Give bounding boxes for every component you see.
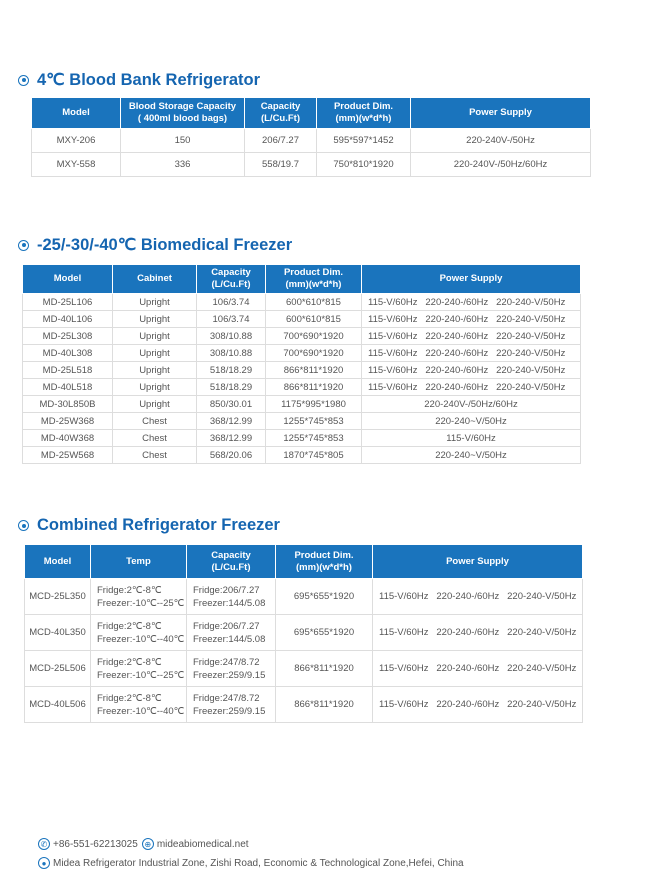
table-cell: MD-25W568 <box>23 447 113 464</box>
table-cell: MD-25L308 <box>23 328 113 345</box>
table-cell: Upright <box>113 345 197 362</box>
table-cell: 695*655*1920 <box>276 615 373 651</box>
table-cell: MCD-25L506 <box>25 651 91 687</box>
table-cell: 695*655*1920 <box>276 579 373 615</box>
column-header: Model <box>32 98 121 129</box>
table-cell: MXY-558 <box>32 153 121 177</box>
address-text: Midea Refrigerator Industrial Zone, Zishi Road, Economic & Technological Zone,Hefei, China <box>53 857 464 869</box>
table-cell: Fridge:206/7.27 Freezer:144/5.08 <box>187 615 276 651</box>
table-cell: Upright <box>113 379 197 396</box>
table-cell: 220-240V-/50Hz/60Hz <box>362 396 581 413</box>
table-cell: 1255*745*853 <box>266 413 362 430</box>
table-cell: Fridge:247/8.72 Freezer:259/9.15 <box>187 687 276 723</box>
footer-contact <box>38 838 249 850</box>
table-cell: MXY-206 <box>32 129 121 153</box>
table-row <box>23 396 581 413</box>
section-title-biomedical-freezer <box>18 235 292 255</box>
table-row <box>23 447 581 464</box>
table-row <box>25 615 583 651</box>
table-cell: 106/3.74 <box>197 311 266 328</box>
table-cell: 700*690*1920 <box>266 345 362 362</box>
column-header: Product Dim. (mm)(w*d*h) <box>266 265 362 294</box>
table-cell: 106/3.74 <box>197 294 266 311</box>
blood-bank-table <box>31 97 591 177</box>
table-cell: 115-V/60Hz 220-240-/60Hz 220-240-V/50Hz <box>373 579 583 615</box>
table-cell: Upright <box>113 328 197 345</box>
table-row <box>23 294 581 311</box>
table-cell: 368/12.99 <box>197 413 266 430</box>
footer-address <box>38 857 464 869</box>
table-cell: MD-40L106 <box>23 311 113 328</box>
table-row <box>23 345 581 362</box>
table-cell: 220-240V-/50Hz <box>411 129 591 153</box>
table-cell: MD-25L106 <box>23 294 113 311</box>
table-row <box>23 362 581 379</box>
table-row <box>32 129 591 153</box>
table-cell: Chest <box>113 447 197 464</box>
table-cell: MD-40W368 <box>23 430 113 447</box>
table-cell: Fridge:2℃-8℃ Freezer:-10℃--25℃ <box>91 651 187 687</box>
table-cell: 115-V/60Hz 220-240-/60Hz 220-240-V/50Hz <box>362 311 581 328</box>
bullet-icon <box>18 520 29 531</box>
column-header: Temp <box>91 545 187 579</box>
table-cell: MCD-40L506 <box>25 687 91 723</box>
table-cell: Upright <box>113 362 197 379</box>
table-cell: 700*690*1920 <box>266 328 362 345</box>
column-header: Blood Storage Capacity ( 400ml blood bags) <box>121 98 245 129</box>
table-cell: 308/10.88 <box>197 328 266 345</box>
table-cell: MD-25L518 <box>23 362 113 379</box>
column-header: Product Dim. (mm)(w*d*h) <box>276 545 373 579</box>
table-cell: Upright <box>113 396 197 413</box>
column-header: Power Supply <box>373 545 583 579</box>
location-pin-icon: ● <box>38 857 50 869</box>
website-link[interactable]: mideabiomedical.net <box>156 838 249 850</box>
table-cell: 115-V/60Hz 220-240-/60Hz 220-240-V/50Hz <box>362 345 581 362</box>
table-cell: 600*610*815 <box>266 294 362 311</box>
table-cell: 558/19.7 <box>245 153 317 177</box>
table-cell: MD-40L308 <box>23 345 113 362</box>
table-cell: Chest <box>113 430 197 447</box>
bullet-icon <box>18 75 29 86</box>
column-header: Capacity (L/Cu.Ft) <box>245 98 317 129</box>
title-text: -25/-30/-40℃ Biomedical Freezer <box>37 236 293 254</box>
biomedical-freezer-table <box>22 264 581 464</box>
table-row <box>23 413 581 430</box>
table-cell: 600*610*815 <box>266 311 362 328</box>
table-cell: 518/18.29 <box>197 362 266 379</box>
table-cell: 220-240V-/50Hz/60Hz <box>411 153 591 177</box>
table-cell: 115-V/60Hz 220-240-/60Hz 220-240-V/50Hz <box>362 328 581 345</box>
table-cell: MCD-40L350 <box>25 615 91 651</box>
column-header: Power Supply <box>411 98 591 129</box>
table-cell: 220-240~V/50Hz <box>362 447 581 464</box>
table-cell: 308/10.88 <box>197 345 266 362</box>
table-cell: 866*811*1920 <box>276 651 373 687</box>
table-row <box>25 579 583 615</box>
table-row <box>23 311 581 328</box>
section-title-combined <box>18 516 280 535</box>
table-cell: 115-V/60Hz 220-240-/60Hz 220-240-V/50Hz <box>362 294 581 311</box>
table-cell: Upright <box>113 311 197 328</box>
table-row <box>23 328 581 345</box>
table-cell: 115-V/60Hz <box>362 430 581 447</box>
phone-icon: ✆ <box>38 838 50 850</box>
title-text: Combined Refrigerator Freezer <box>37 516 280 534</box>
column-header: Model <box>25 545 91 579</box>
table-cell: 866*811*1920 <box>266 362 362 379</box>
table-cell: Upright <box>113 294 197 311</box>
table-cell: 850/30.01 <box>197 396 266 413</box>
table-row <box>23 379 581 396</box>
table-cell: Fridge:247/8.72 Freezer:259/9.15 <box>187 651 276 687</box>
column-header: Cabinet <box>113 265 197 294</box>
table-cell: 220-240~V/50Hz <box>362 413 581 430</box>
table-row <box>25 687 583 723</box>
column-header: Model <box>23 265 113 294</box>
table-cell: Fridge:2℃-8℃ Freezer:-10℃--40℃ <box>91 687 187 723</box>
table-cell: 1175*995*1980 <box>266 396 362 413</box>
section-title-blood-bank <box>18 70 260 90</box>
column-header: Capacity (L/Cu.Ft) <box>187 545 276 579</box>
table-cell: 115-V/60Hz 220-240-/60Hz 220-240-V/50Hz <box>373 615 583 651</box>
table-cell: 750*810*1920 <box>317 153 411 177</box>
table-row <box>23 430 581 447</box>
table-cell: Fridge:2℃-8℃ Freezer:-10℃--25℃ <box>91 579 187 615</box>
table-cell: 1255*745*853 <box>266 430 362 447</box>
table-cell: 206/7.27 <box>245 129 317 153</box>
table-cell: 1870*745*805 <box>266 447 362 464</box>
table-cell: 568/20.06 <box>197 447 266 464</box>
table-cell: MD-40L518 <box>23 379 113 396</box>
table-cell: 150 <box>121 129 245 153</box>
column-header: Power Supply <box>362 265 581 294</box>
table-cell: 368/12.99 <box>197 430 266 447</box>
table-row <box>32 153 591 177</box>
table-row <box>25 651 583 687</box>
table-cell: 336 <box>121 153 245 177</box>
table-cell: 595*597*1452 <box>317 129 411 153</box>
bullet-icon <box>18 240 29 251</box>
column-header: Product Dim. (mm)(w*d*h) <box>317 98 411 129</box>
table-cell: 115-V/60Hz 220-240-/60Hz 220-240-V/50Hz <box>362 362 581 379</box>
table-cell: 866*811*1920 <box>266 379 362 396</box>
table-cell: 518/18.29 <box>197 379 266 396</box>
combined-table <box>24 544 583 723</box>
globe-icon: ⊕ <box>142 838 154 850</box>
table-cell: MD-30L850B <box>23 396 113 413</box>
table-cell: Fridge:2℃-8℃ Freezer:-10℃--40℃ <box>91 615 187 651</box>
column-header: Capacity (L/Cu.Ft) <box>197 265 266 294</box>
table-cell: 115-V/60Hz 220-240-/60Hz 220-240-V/50Hz <box>373 687 583 723</box>
title-text: 4℃ Blood Bank Refrigerator <box>37 71 260 89</box>
table-cell: Fridge:206/7.27 Freezer:144/5.08 <box>187 579 276 615</box>
table-cell: Chest <box>113 413 197 430</box>
table-cell: MCD-25L350 <box>25 579 91 615</box>
phone-number: +86-551-62213025 <box>53 838 138 850</box>
table-cell: 115-V/60Hz 220-240-/60Hz 220-240-V/50Hz <box>362 379 581 396</box>
table-cell: 115-V/60Hz 220-240-/60Hz 220-240-V/50Hz <box>373 651 583 687</box>
table-cell: 866*811*1920 <box>276 687 373 723</box>
table-cell: MD-25W368 <box>23 413 113 430</box>
